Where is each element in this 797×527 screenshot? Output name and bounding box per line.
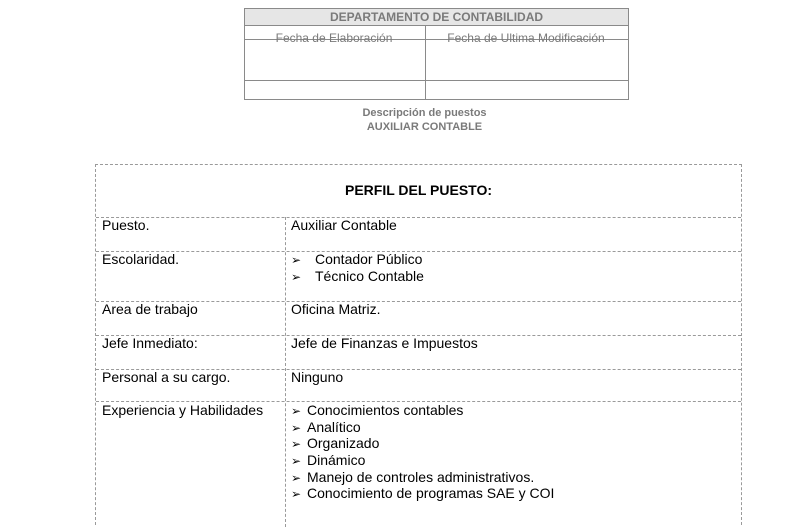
arrow-bullet-icon: ➢ [291,454,302,469]
document-subtitle [244,106,605,134]
arrow-bullet-icon: ➢ [291,253,302,267]
escolaridad-list [291,251,424,284]
list-item: ➢ Conocimientos contables [291,402,464,418]
document-header-table [244,8,629,101]
jefe-label: Jefe Inmediato: [102,335,198,351]
jefe-value: Jefe de Finanzas e Impuestos [291,335,478,351]
list-item: ➢ Organizado [291,435,380,452]
arrow-bullet-icon: ➢ [291,487,302,502]
arrow-bullet-icon: ➢ [291,269,302,284]
list-item: ➢ Conocimiento de programas SAE y COI [291,485,555,502]
fecha-modificacion-label: Fecha de Ultima Modificación [447,31,605,45]
list-item: ➢ Manejo de controles administrativos. [291,468,535,485]
experiencia-list [291,402,554,502]
subtitle-line-2: AUXILIAR CONTABLE [366,121,483,133]
list-item: ➢ Analítico [291,418,361,435]
personal-value: Ninguno [291,369,344,385]
experiencia-label: Experiencia y Habilidades [102,402,264,418]
list-item: ➢ Contador Público [291,251,423,267]
area-label: Area de trabajo [102,301,198,317]
subtitle-line-1: Descripción de puestos [362,107,487,119]
list-item: ➢ Dinámico [291,452,366,469]
grid-line [245,80,628,81]
list-item: ➢ Técnico Contable [291,267,424,284]
profile-title: PERFIL DEL PUESTO: [344,182,493,198]
puesto-value: Auxiliar Contable [291,217,397,233]
row-divider [96,217,741,218]
puesto-label: Puesto. [102,217,150,233]
profile-table [95,164,742,525]
arrow-bullet-icon: ➢ [291,470,302,485]
arrow-bullet-icon: ➢ [291,404,302,418]
department-title: DEPARTAMENTO DE CONTABILIDAD [244,8,629,26]
arrow-bullet-icon: ➢ [291,420,302,435]
arrow-bullet-icon: ➢ [291,437,302,452]
column-divider [285,217,286,527]
area-value: Oficina Matriz. [291,301,381,317]
escolaridad-label: Escolaridad. [102,251,180,267]
fecha-elaboracion-label: Fecha de Elaboración [275,31,393,45]
personal-label: Personal a su cargo. [102,369,231,385]
